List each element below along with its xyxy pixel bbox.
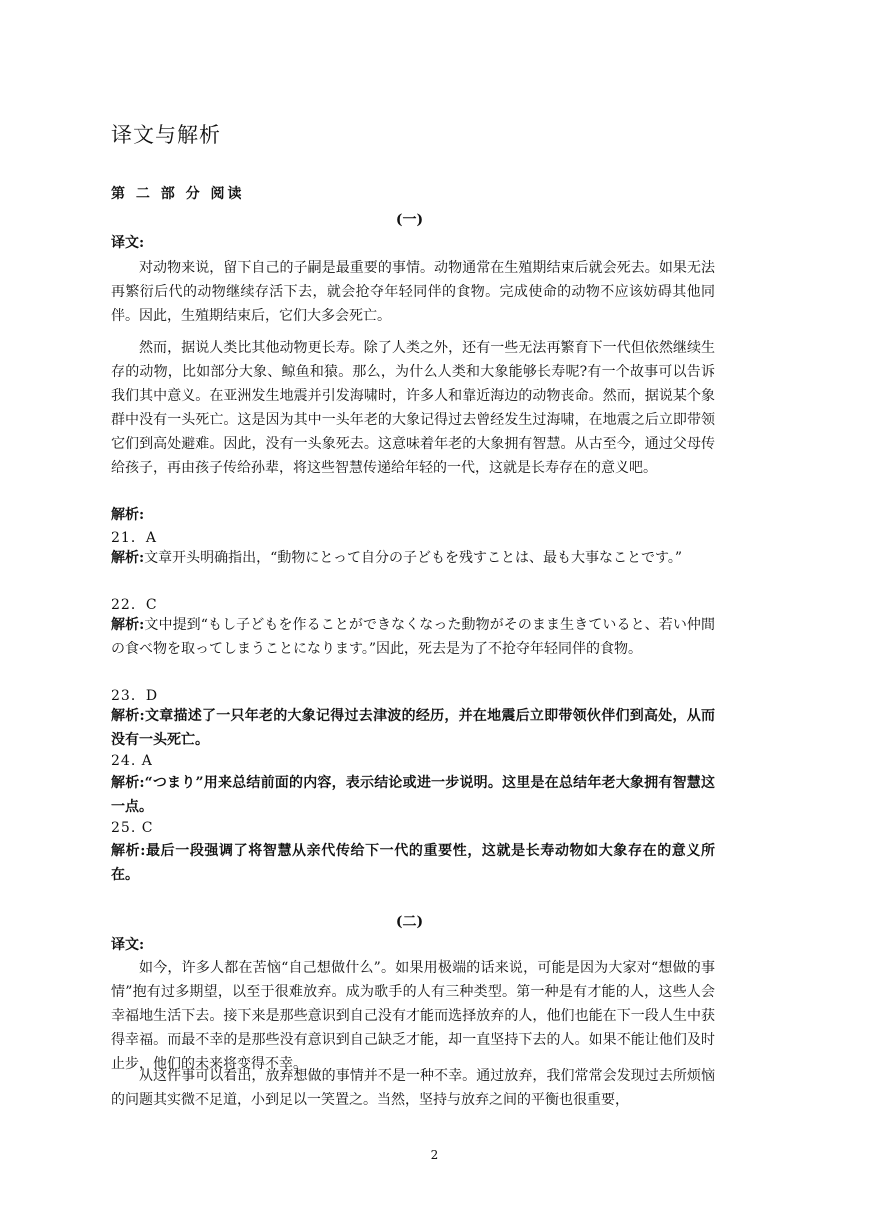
answer-21-number: 21．A bbox=[111, 530, 157, 546]
page-number: 2 bbox=[430, 1148, 439, 1162]
section1-paragraph-2: 然而，据说人类比其他动物更长寿。除了人类之外，还有一些无法再繁育下一代但依然继续生存的动物，比如部分大象、鲸鱼和猿。那么，为什么人类和大象能够长寿呢?有一个故事可以告诉我们其中意义。在亚洲发生地震并引发海啸时，许多人和靠近海边的动物丧命。然而，据说某个象群中没有一头死亡。这是因为其中一头年老的大象记得过去曾经发生过海啸，在地震之后立即带领它们到高处避难。因此，没有一头象死去。这意味着年老的大象拥有智慧。从古至今，通过父母传给孩子，再由孩子传给孙辈，将这些智慧传递给年轻的一代，这就是长寿存在的意义吧。 bbox=[111, 340, 715, 476]
answer-25-number: 25. C bbox=[111, 820, 154, 836]
section1-heading: (一) bbox=[395, 212, 424, 228]
section2-paragraph-1: 如今，许多人都在苦恼“自己想做什么”。如果用极端的话来说，可能是因为大家对“想做的事情”抱有过多期望，以至于很难放弃。成为歌手的人有三种类型。第一种是有才能的人，这些人会幸福地生活下去。接下来是那些意识到自己没有才能而选择放弃的人，他们也能在下一段人生中获得幸福。而最不幸的是那些没有意识到自己缺乏才能，却一直坚持下去的人。如果不能让他们及时止步，他们的未来将变得不幸。 bbox=[111, 960, 715, 1072]
answer-23-number: 23．D bbox=[111, 688, 159, 704]
explanation-label: 解析: bbox=[111, 617, 145, 633]
section2-paragraph-2: 从这件事可以看出，放弃想做的事情并不是一种不幸。通过放弃，我们常常会发现过去所烦恼的问题其实微不足道，小到足以一笑置之。当然，坚持与放弃之间的平衡也很重要， bbox=[111, 1068, 715, 1108]
explanation-text: 文章开头明确指出，“動物にとって自分の子どもを残すことは、最も大事なことです。” bbox=[144, 550, 683, 566]
answer-22-number: 22．C bbox=[111, 597, 158, 613]
answer-25-explanation bbox=[111, 839, 715, 887]
explanation-text: 最后一段强调了将智慧从亲代传给下一代的重要性，这就是长寿动物如大象存在的意义所在。 bbox=[111, 843, 716, 883]
answer-21-explanation bbox=[111, 546, 715, 570]
explanation-label: 解析: bbox=[111, 843, 146, 859]
explanation-text: 文章描述了一只年老的大象记得过去津波的经历，并在地震后立即带领伙伴们到高处，从而没有一头死亡。 bbox=[111, 708, 715, 748]
page-title: 译文与解析 bbox=[111, 123, 221, 147]
answer-22-explanation bbox=[111, 613, 715, 661]
section2-heading: (二) bbox=[395, 914, 424, 930]
explanation-label: 解析: bbox=[111, 775, 145, 791]
answer-24-number: 24. A bbox=[111, 753, 153, 769]
answer-24-explanation bbox=[111, 771, 715, 819]
part-heading: 第 二 部 分 阅读 bbox=[111, 186, 245, 202]
section1-translation-label: 译文: bbox=[111, 235, 145, 251]
answer-23-explanation bbox=[111, 704, 715, 752]
explanation-text: “つまり”用来总结前面的内容，表示结论或进一步说明。这里是在总结年老大象拥有智慧这一点。 bbox=[111, 775, 716, 815]
section1-paragraph-1: 对动物来说，留下自己的子嗣是最重要的事情。动物通常在生殖期结束后就会死去。如果无法再繁衍后代的动物继续存活下去，就会抢夺年轻同伴的食物。完成使命的动物不应该妨碍其他同伴。因此，生殖期结束后，它们大多会死亡。 bbox=[111, 260, 715, 324]
section2-translation-label: 译文: bbox=[111, 937, 145, 953]
explanation-label: 解析: bbox=[111, 708, 145, 724]
explanation-text: 文中提到“もし子どもを作ることができなくなった動物がそのまま生きていると、若い仲間の食べ物を取ってしまうことになります。”因此，死去是为了不抢夺年轻同伴的食物。 bbox=[111, 617, 715, 657]
explanation-label: 解析: bbox=[111, 550, 145, 566]
section1-analysis-label: 解析: bbox=[111, 507, 145, 523]
